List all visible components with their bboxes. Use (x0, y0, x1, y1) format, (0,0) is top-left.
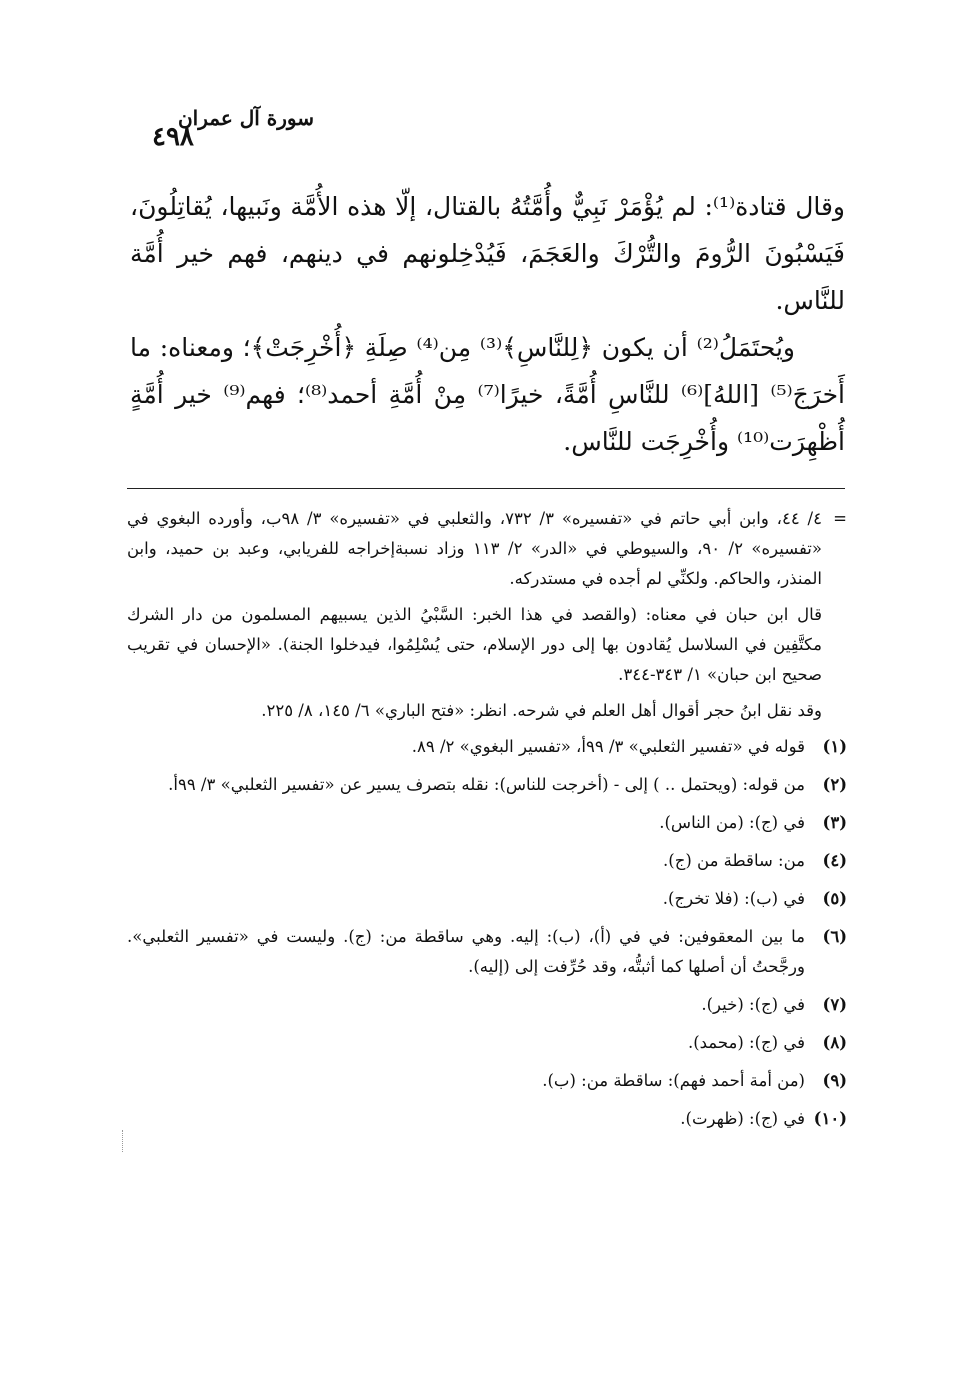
footnote (127, 1066, 847, 1096)
footnote-number: (٨) (822, 1033, 847, 1052)
main-paragraph: وقال قتادة⁽¹⁾: لم يُؤْمَرْ نَبِيٌّ وأُمَّتُهُ بالقتال، إلّا هذه الأُمَّة ونَبيها، يُقاتِلُونَ، فَيَسْبُونَ الرُّومَ والتُّرْكَ والعَجَمَ، فَيُدْخِلونهم في دينهم، فهم خير أُمَّة للنَّاس. (130, 192, 845, 315)
continuation-note: وقد نقل ابنُ حجر أقوال أهل العلم في شرحه. انظر: «فتح الباري» ٦/ ١٤٥، ٨/ ٢٢٥. (261, 701, 822, 720)
continuation-note: قال ابن حبان في معناه: (والقصد في هذا الخبر: السَّبْيُ الذين يسبيهم المسلمون من دار الشرك مكتَّفِين في السلاسل يُقادون بها إلى دور الإسلام، حتى يُسْلِمُوا، فيدخلوا الجنة). «الإحسان في تقريب صحيح ابن حبان» ١/ ٣٤٣-٣٤٤. (127, 605, 822, 684)
footnote-text: قوله في «تفسير الثعلبي» ٣/ ٩٩أ، «تفسير البغوي» ٢/ ٨٩. (411, 737, 805, 756)
continuation-note (127, 504, 847, 594)
footnote-number: (٧) (822, 995, 847, 1014)
footnote-text: من قوله: (ويحتمل .. ) إلى - (أخرجت للناس): نقله بتصرف يسير عن «تفسير الثعلبي» ٣/ ٩٩أ. (168, 775, 805, 794)
footnote-text: من: ساقطة من (ج). (663, 851, 805, 870)
footnote (127, 922, 847, 982)
footnote-text: في (ج): (محمد). (687, 1033, 805, 1052)
footnote (127, 990, 847, 1020)
footnote-text: في (ج): (خير). (701, 995, 805, 1014)
footnote-text: في (ج): (من الناس). (659, 813, 805, 832)
footnote-number: (١) (822, 737, 847, 756)
footnote (127, 884, 847, 914)
footnote-text: في (ب): (فلا تخرج). (662, 889, 805, 908)
footnote-number: (٥) (822, 889, 847, 908)
footnote-number: (٢) (822, 775, 847, 794)
scan-mark (122, 1130, 125, 1152)
footnote (127, 732, 847, 762)
surah-title: سورة آل عمران (177, 106, 314, 130)
footnote (127, 846, 847, 876)
footnote-divider (127, 488, 845, 489)
page-number: ٤٩٨ (152, 122, 194, 152)
footnote-number: (١٠) (813, 1109, 847, 1128)
footnote-number: (٣) (822, 813, 847, 832)
footnote-number: (٩) (822, 1071, 847, 1090)
footnote-number: (٤) (822, 851, 847, 870)
footnote-text: في (ج): (ظهرت). (680, 1109, 805, 1128)
footnote (127, 1028, 847, 1058)
footnotes-section (127, 504, 847, 1142)
footnote-number: (٦) (822, 927, 847, 946)
main-paragraph: ويُحتَمَلُ⁽²⁾ أن يكون ﴿لِلنَّاسِ﴾⁽³⁾ مِن⁽⁴⁾ صِلَةِ ﴿أُخْرِجَتْ﴾؛ ومعناه: ما أَخرَجَ⁽⁵⁾ [اللهُ]⁽⁶⁾ للنَّاسِ أُمَّةً، خيرًا⁽⁷⁾ مِنْ أُمَّةِ أحمد⁽⁸⁾؛ فهم⁽⁹⁾ خير أُمَّةٍ أُظْهِرَت⁽¹⁰⁾ وأُخْرِجَت للنَّاس. (130, 333, 845, 456)
footnote-text: ما بين المعقوفين: في في (أ)، (ب): إليه. وهي ساقطة من: (ج). وليست في «تفسير الثعلبي». ورجَّحتُ أن أصلها كما أثبتُّه، وقد حُرِّفت إلى (إليه). (127, 927, 805, 976)
footnote (127, 808, 847, 838)
footnote-text: (من أمة أحمد فهم): ساقطة من: (ب). (542, 1071, 805, 1090)
main-text (130, 183, 845, 465)
continuation-mark: = (833, 509, 847, 528)
footnote (127, 770, 847, 800)
footnote (127, 1104, 847, 1134)
continuation-text: ٤/ ٤٤، وابن أبي حاتم في «تفسيره» ٣/ ٧٣٢، والثعلبي في «تفسيره» ٣/ ٩٨ب، وأورده البغوي في «تفسيره» ٢/ ٩٠، والسيوطي في «الدر» ٢/ ١١٣ وزاد نسبةإخراجه للفريابي، وعبد بن حميد، وابن المنذر، والحاكم. ولكنِّي لم أجده في مستدركه. (127, 509, 822, 588)
